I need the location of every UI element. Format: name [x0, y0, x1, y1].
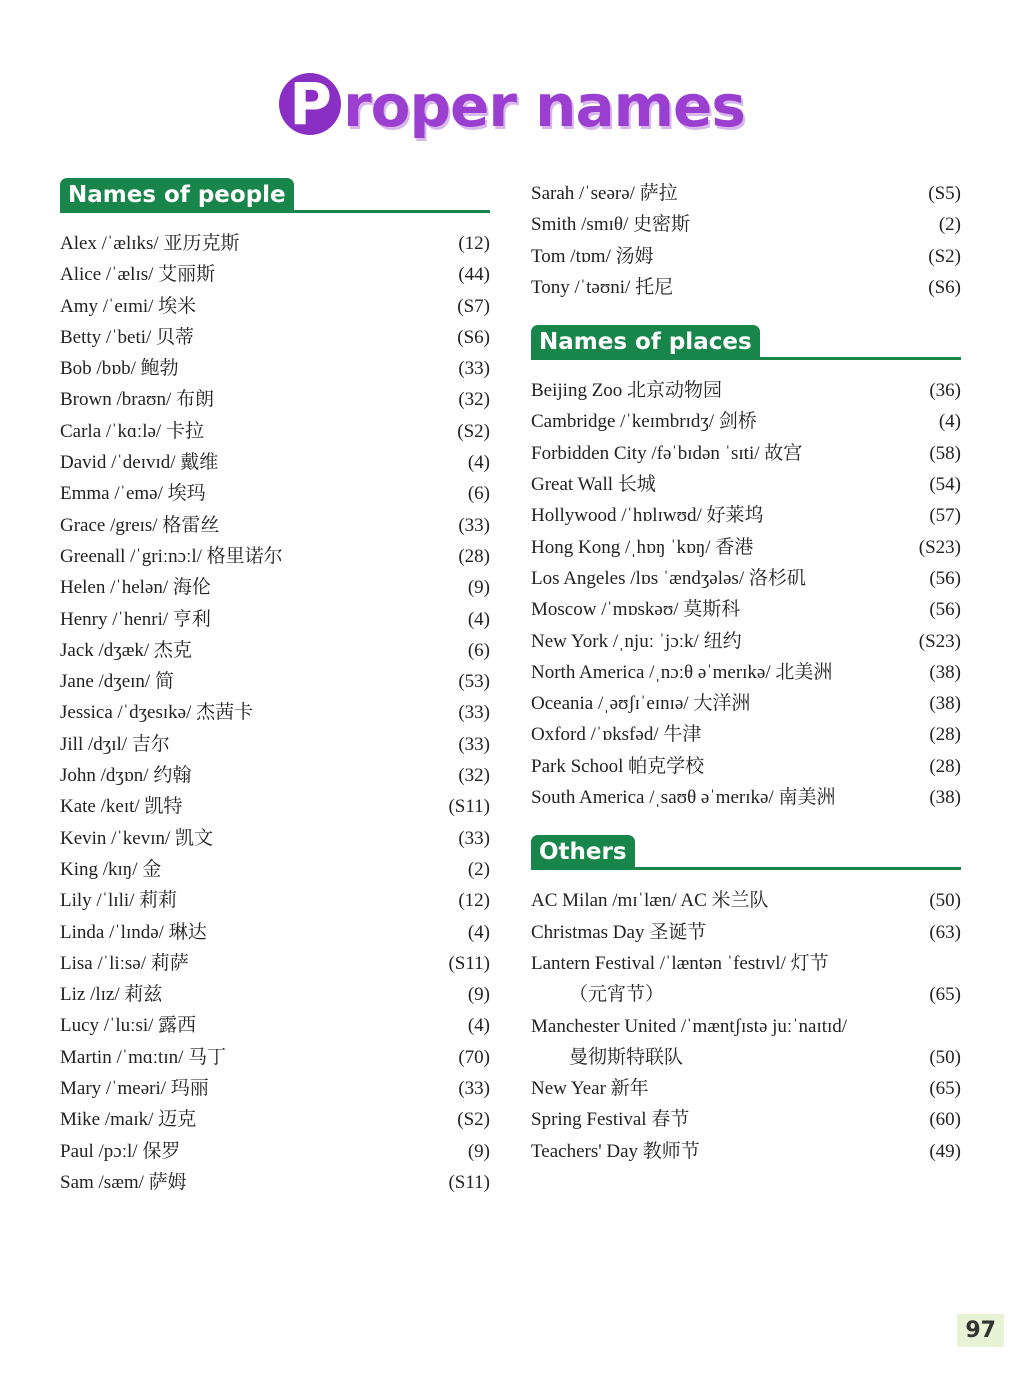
entry-page-ref: (9)	[467, 984, 490, 1006]
entry-text: Liz /lɪz/ 莉兹	[60, 984, 163, 1006]
list-item	[531, 626, 961, 657]
list-item	[60, 697, 490, 728]
entry-page-ref: (60)	[929, 1109, 961, 1131]
entry-text: Alex /ˈælɪks/ 亚历克斯	[60, 233, 240, 254]
entry-text: Cambridge /ˈkeɪmbrɪdʒ/ 剑桥	[531, 411, 757, 433]
list-item	[531, 885, 961, 916]
entry-page-ref: (S23)	[918, 630, 961, 652]
list-item	[60, 1010, 490, 1041]
list-item	[60, 291, 490, 322]
list-item	[531, 469, 961, 500]
entry-page-ref: (28)	[929, 724, 961, 746]
list-item	[60, 510, 490, 541]
entry-page-ref: (50)	[929, 1046, 961, 1068]
list-item	[60, 572, 490, 603]
entry-text: Grace /greɪs/ 格雷丝	[60, 514, 220, 536]
list-item	[531, 594, 961, 625]
entry-page-ref: (50)	[929, 890, 961, 912]
title-first-letter: P	[279, 73, 341, 135]
entry-text: Park School 帕克学校	[531, 755, 705, 777]
entry-page-ref: (38)	[929, 787, 961, 809]
entry-page-ref: (58)	[929, 442, 961, 464]
list-item	[60, 823, 490, 854]
entry-page-ref: (12)	[458, 233, 490, 254]
list-item	[60, 228, 490, 259]
entry-text: Smith /smɪθ/ 史密斯	[531, 214, 691, 236]
entry-page-ref: (28)	[458, 545, 490, 567]
list-item	[60, 1042, 490, 1073]
section-header-people	[60, 178, 490, 214]
entry-text: Tony /ˈtəʊni/ 托尼	[531, 276, 674, 298]
entry-text: Lantern Festival /ˈlæntən ˈfestɪvl/ 灯节	[531, 952, 829, 974]
entry-text: Kate /keɪt/ 凯特	[60, 796, 183, 818]
entry-page-ref: (2)	[938, 214, 961, 236]
list-item	[531, 688, 961, 719]
entry-page-ref: (28)	[929, 755, 961, 777]
list-item	[531, 241, 961, 272]
section-heading: Names of people	[60, 178, 294, 212]
list-item	[60, 478, 490, 509]
list-item	[60, 760, 490, 791]
entry-page-ref: (4)	[938, 411, 961, 433]
entry-text: Forbidden City /fəˈbɪdən ˈsɪti/ 故宫	[531, 442, 803, 464]
others-list	[531, 885, 961, 1167]
list-item	[531, 1136, 961, 1167]
entry-page-ref: (S6)	[457, 326, 490, 348]
list-item	[60, 447, 490, 478]
entry-page-ref: (56)	[929, 567, 961, 589]
title-rest: roper names	[343, 72, 745, 140]
list-item	[60, 635, 490, 666]
list-item	[60, 948, 490, 979]
entry-text: Lucy /ˈluːsi/ 露西	[60, 1015, 197, 1037]
entry-text: Hong Kong /ˌhɒŋ ˈkɒŋ/ 香港	[531, 536, 754, 558]
entry-text: Teachers' Day 教师节	[531, 1140, 700, 1162]
list-item	[531, 1073, 961, 1104]
entry-page-ref: (32)	[458, 389, 490, 411]
places-list	[531, 375, 961, 813]
entry-page-ref: (36)	[929, 380, 961, 402]
entry-text: Sam /sæm/ 萨姆	[60, 1171, 187, 1193]
list-item	[531, 406, 961, 437]
list-item	[531, 1011, 961, 1042]
entry-text: Spring Festival 春节	[531, 1109, 690, 1131]
list-item	[60, 729, 490, 760]
list-item	[60, 885, 490, 916]
entry-page-ref: (53)	[458, 671, 490, 693]
entry-page-ref: (38)	[929, 661, 961, 683]
people-list	[60, 228, 490, 1198]
list-item	[531, 751, 961, 782]
entry-page-ref: (12)	[458, 890, 490, 912]
entry-text: Brown /braʊn/ 布朗	[60, 389, 214, 411]
entry-page-ref: (33)	[458, 827, 490, 849]
entry-page-ref: (33)	[458, 1078, 490, 1100]
entry-page-ref: (57)	[929, 505, 961, 527]
page-title	[0, 72, 1024, 140]
entry-text: Greenall /ˈgriːnɔːl/ 格里诺尔	[60, 545, 283, 567]
entry-text: Bob /bɒb/ 鲍勃	[60, 358, 179, 380]
list-item	[60, 416, 490, 447]
entry-page-ref: (65)	[929, 1078, 961, 1100]
entry-text: Jack /dʒæk/ 杰克	[60, 639, 192, 661]
section-header-places	[531, 325, 961, 361]
entry-text: Kevin /ˈkevɪn/ 凯文	[60, 827, 214, 849]
list-item	[60, 259, 490, 290]
entry-text: Christmas Day 圣诞节	[531, 921, 707, 943]
list-item	[60, 353, 490, 384]
entry-text: Great Wall 长城	[531, 474, 656, 496]
entry-page-ref: (4)	[467, 1015, 490, 1037]
list-item	[531, 948, 961, 979]
entry-page-ref: (S23)	[918, 536, 961, 558]
list-item	[60, 604, 490, 635]
list-item	[531, 782, 961, 813]
list-item	[60, 541, 490, 572]
entry-text: King /kɪŋ/ 金	[60, 858, 162, 880]
entry-text: Emma /ˈemə/ 埃玛	[60, 483, 206, 505]
entry-text: North America /ˌnɔːθ əˈmerɪkə/ 北美洲	[531, 661, 833, 683]
list-item	[531, 532, 961, 563]
entry-page-ref: (32)	[458, 765, 490, 787]
list-item	[60, 1104, 490, 1135]
entry-page-ref: (70)	[458, 1046, 490, 1068]
entry-page-ref: (9)	[467, 577, 490, 599]
section-heading: Others	[531, 835, 635, 869]
entry-text: Jessica /ˈdʒesɪkə/ 杰茜卡	[60, 702, 254, 724]
entry-text: Amy /ˈeɪmi/ 埃米	[60, 295, 197, 317]
entry-page-ref: (33)	[458, 733, 490, 755]
people-list-continued	[531, 178, 961, 303]
entry-page-ref: (S7)	[457, 295, 490, 317]
entry-page-ref: (63)	[929, 921, 961, 943]
entry-page-ref: (S2)	[928, 245, 961, 267]
entry-page-ref: (S11)	[448, 796, 490, 818]
entry-page-ref: (54)	[929, 474, 961, 496]
list-item	[60, 666, 490, 697]
left-column	[60, 178, 490, 1198]
entry-text: New Year 新年	[531, 1078, 649, 1100]
entry-page-ref: (38)	[929, 693, 961, 715]
entry-text: John /dʒɒn/ 约翰	[60, 765, 192, 787]
list-item	[531, 1104, 961, 1135]
entry-text: 曼彻斯特联队	[569, 1046, 684, 1068]
list-item	[60, 979, 490, 1010]
entry-text: New York /ˌnjuː ˈjɔːk/ 纽约	[531, 630, 742, 652]
list-item	[60, 791, 490, 822]
right-column	[531, 178, 961, 1167]
entry-text: Hollywood /ˈhɒlɪwʊd/ 好莱坞	[531, 505, 764, 527]
entry-text: Paul /pɔːl/ 保罗	[60, 1140, 181, 1162]
entry-page-ref: (65)	[929, 984, 961, 1006]
entry-text: Carla /ˈkɑːlə/ 卡拉	[60, 420, 204, 442]
entry-page-ref: (S5)	[928, 183, 961, 204]
entry-text: Linda /ˈlɪndə/ 琳达	[60, 921, 207, 943]
entry-text: Oxford /ˈɒksfəd/ 牛津	[531, 724, 702, 746]
entry-page-ref: (S2)	[457, 1109, 490, 1131]
entry-page-ref: (49)	[929, 1140, 961, 1162]
list-item	[531, 563, 961, 594]
list-item	[531, 272, 961, 303]
entry-text: AC Milan /mɪˈlæn/ AC 米兰队	[531, 890, 769, 912]
entry-page-ref: (S11)	[448, 952, 490, 974]
entry-text: Martin /ˈmɑːtɪn/ 马丁	[60, 1046, 227, 1068]
entry-page-ref: (6)	[467, 639, 490, 661]
entry-text: Betty /ˈbeti/ 贝蒂	[60, 326, 195, 348]
entry-text: Manchester United /ˈmæntʃɪstə juːˈnaɪtɪd/	[531, 1015, 848, 1037]
entry-text: Beijing Zoo 北京动物园	[531, 380, 723, 402]
entry-page-ref: (33)	[458, 514, 490, 536]
entry-text: Oceania /ˌəʊʃɪˈeɪnɪə/ 大洋洲	[531, 693, 751, 715]
entry-page-ref: (9)	[467, 1140, 490, 1162]
entry-text: Moscow /ˈmɒskəʊ/ 莫斯科	[531, 599, 741, 621]
entry-text: Mary /ˈmeəri/ 玛丽	[60, 1078, 209, 1100]
list-item	[531, 979, 961, 1010]
list-item	[531, 1042, 961, 1073]
entry-page-ref: (4)	[467, 608, 490, 630]
list-item	[531, 500, 961, 531]
entry-text: Alice /ˈælɪs/ 艾丽斯	[60, 264, 216, 286]
entry-text: Helen /ˈhelən/ 海伦	[60, 577, 211, 599]
entry-page-ref: (6)	[467, 483, 490, 505]
list-item	[60, 854, 490, 885]
entry-page-ref: (S11)	[448, 1171, 490, 1193]
entry-page-ref: (33)	[458, 358, 490, 380]
entry-page-ref: (2)	[467, 858, 490, 880]
list-item	[60, 384, 490, 415]
page-number: 97	[957, 1314, 1004, 1347]
list-item	[531, 917, 961, 948]
list-item	[531, 438, 961, 469]
entry-text: Sarah /ˈseərə/ 萨拉	[531, 183, 678, 204]
list-item	[60, 917, 490, 948]
entry-text: （元宵节）	[569, 984, 665, 1006]
entry-text: Jane /dʒeɪn/ 简	[60, 671, 174, 693]
list-item	[60, 1167, 490, 1198]
entry-page-ref: (4)	[467, 452, 490, 474]
section-header-others	[531, 835, 961, 871]
list-item	[531, 178, 961, 209]
entry-page-ref: (4)	[467, 921, 490, 943]
entry-page-ref: (S6)	[928, 276, 961, 298]
entry-text: Jill /dʒɪl/ 吉尔	[60, 733, 170, 755]
list-item	[531, 209, 961, 240]
entry-page-ref: (44)	[458, 264, 490, 286]
section-heading: Names of places	[531, 325, 760, 359]
list-item	[60, 1136, 490, 1167]
entry-page-ref: (S2)	[457, 420, 490, 442]
entry-text: Los Angeles /lɒs ˈændʒələs/ 洛杉矶	[531, 567, 806, 589]
entry-text: Tom /tɒm/ 汤姆	[531, 245, 654, 267]
entry-text: Mike /maɪk/ 迈克	[60, 1109, 197, 1131]
entry-text: Henry /ˈhenri/ 亨利	[60, 608, 211, 630]
entry-text: Lisa /ˈliːsə/ 莉萨	[60, 952, 189, 974]
list-item	[531, 657, 961, 688]
entry-page-ref: (33)	[458, 702, 490, 724]
list-item	[60, 1073, 490, 1104]
entry-text: David /ˈdeɪvɪd/ 戴维	[60, 452, 219, 474]
list-item	[60, 322, 490, 353]
list-item	[531, 375, 961, 406]
entry-page-ref: (56)	[929, 599, 961, 621]
entry-text: Lily /ˈlɪli/ 莉莉	[60, 890, 178, 912]
list-item	[531, 719, 961, 750]
entry-text: South America /ˌsaʊθ əˈmerɪkə/ 南美洲	[531, 787, 836, 809]
